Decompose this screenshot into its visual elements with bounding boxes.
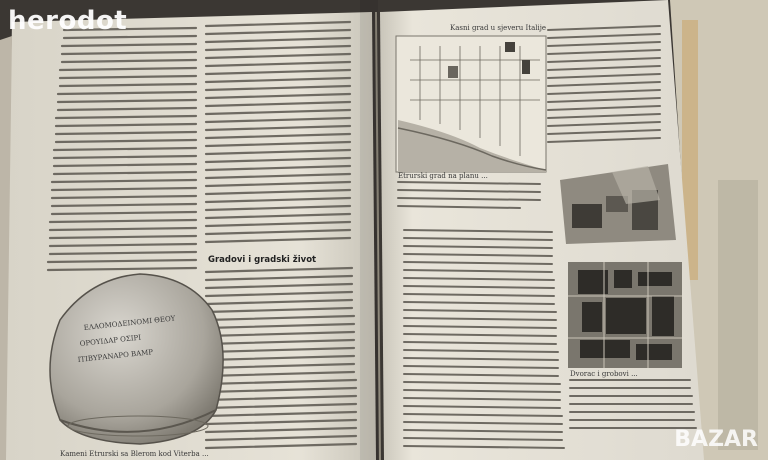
- figure-caption: Kameni Etrurski sa Blerom kod Viterba ...: [60, 450, 209, 458]
- city-plan-map: [396, 36, 546, 172]
- corner-logo: BAZAR: [674, 427, 758, 452]
- photo-caption: Dvorac i grobovi ...: [570, 370, 638, 378]
- vessel-inscription-line-2: ΟΡΟΥΙΔΑΡ ΟΣΙΡΙ: [79, 333, 142, 348]
- vessel-inscription-line-3: ΙΤΙΒΥΡΑΝΑΡΟ ΒΑΜΡ: [77, 348, 154, 364]
- vessel-inscription-line-1: ΕΛΑΟΜΟΔΕΙΝΟΜΙ ΘΕΟΥ: [83, 314, 176, 332]
- site-aerial-photo-lower: [568, 262, 682, 368]
- plan-caption: Etrurski grad na planu ...: [398, 172, 488, 180]
- running-header: Kasni grad u sjeveru Italije: [450, 24, 547, 32]
- section-heading: Gradovi i gradski život: [208, 255, 317, 265]
- site-watermark: herodot: [8, 6, 128, 36]
